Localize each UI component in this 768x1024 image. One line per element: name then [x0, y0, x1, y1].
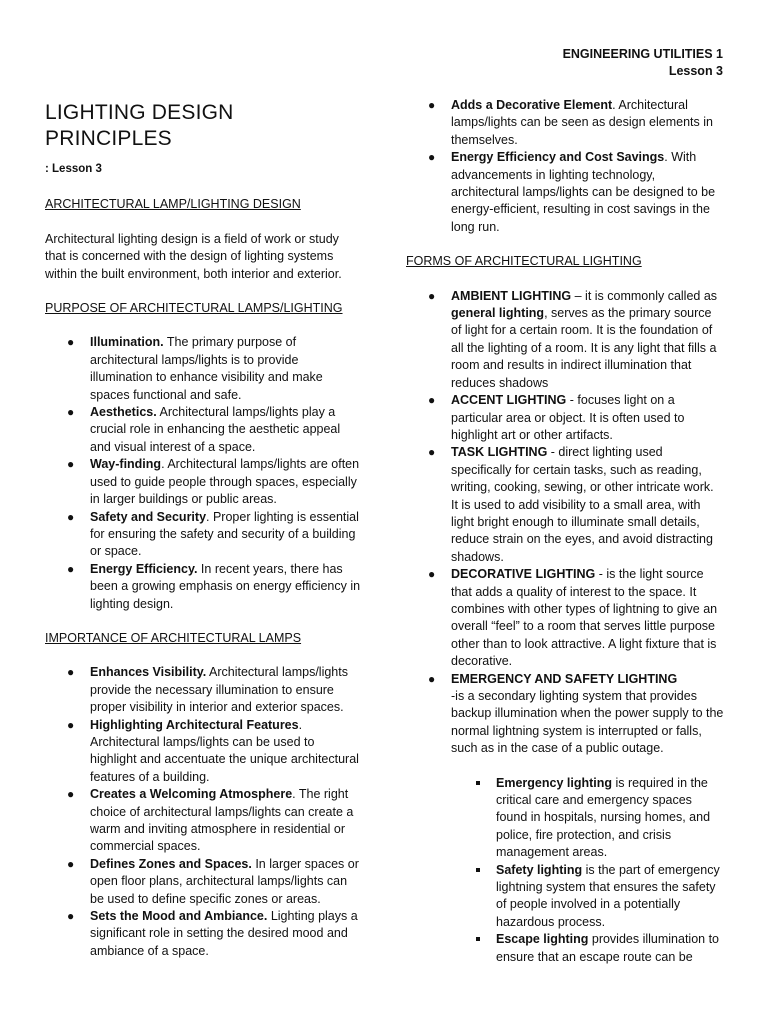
bullet-icon: ●: [67, 335, 75, 350]
item-text: . The right choice of architectural lamps/lights can create a warm and inviting atmosphere in residential or commercial spaces.: [90, 787, 354, 854]
document-subtitle: : Lesson 3: [45, 163, 102, 175]
item-term: Creates a Welcoming Atmosphere: [90, 787, 293, 802]
section-heading-forms: FORMS OF ARCHITECTURAL LIGHTING: [406, 254, 642, 269]
bullet-icon: ●: [67, 561, 75, 576]
bullet-icon: ●: [67, 787, 75, 802]
item-term: Energy Efficiency.: [90, 561, 198, 576]
purpose-list: [45, 334, 363, 613]
lighting-design-definition: Architectural lighting design is a field of work or study that is concerned with the design of lighting systems within the built environment, both interior and exterior.: [45, 231, 342, 281]
item-text: . Proper lighting is essential for ensuring the safety and security of a building or space.: [90, 509, 359, 559]
item-text: . Architectural lamps/lights can be seen as design elements in themselves.: [451, 98, 713, 147]
list-item: [45, 664, 363, 716]
list-item: [406, 775, 724, 862]
list-item: [406, 671, 724, 758]
bullet-icon: ●: [428, 98, 436, 112]
document-title: LIGHTING DESIGN PRINCIPLES: [45, 101, 234, 150]
item-text: provides illumination to ensure that an escape route can be: [496, 932, 720, 964]
item-term: TASK LIGHTING: [451, 445, 548, 460]
forms-list: [406, 288, 724, 758]
list-item: [406, 97, 724, 149]
course-title: ENGINEERING UTILITIES 1: [562, 47, 723, 61]
bullet-icon: ●: [428, 445, 436, 460]
item-text: - direct lighting used specifically for certain tasks, such as reading, writing, cooking, sewing, or other intricate work. It is used to add visibility to a small area, with light bright enough to illuminate small details, reduce strain on the eyes, and avoid distracting shadows.: [451, 445, 714, 564]
item-term: Safety and Security: [90, 509, 207, 524]
list-item: [45, 456, 363, 508]
lesson-number: Lesson 3: [668, 64, 723, 78]
list-item: [45, 334, 363, 404]
bullet-icon: ●: [67, 909, 75, 924]
item-text: is the part of emergency lightning system that ensures the safety of people involved in a potentially hazardous process.: [496, 862, 720, 929]
bullet-icon: ●: [428, 288, 436, 303]
bullet-icon: ●: [67, 509, 75, 524]
list-item: [406, 288, 724, 392]
item-text: . With advancements in lighting technology, architectural lamps/lights can be designed to be energy-efficient, resulting in cost savings in the long run.: [451, 150, 716, 234]
list-item: [406, 149, 724, 236]
page-header: [563, 46, 723, 80]
section-heading-importance: IMPORTANCE OF ARCHITECTURAL LAMPS: [45, 630, 302, 645]
item-term: Defines Zones and Spaces.: [90, 856, 252, 871]
bullet-icon: ●: [428, 393, 436, 408]
list-item: [45, 856, 363, 908]
list-item: [45, 404, 363, 456]
item-term: AMBIENT LIGHTING: [451, 288, 572, 303]
square-bullet-icon: [476, 781, 480, 785]
item-term: Safety lighting: [496, 862, 583, 877]
list-item: [45, 908, 363, 960]
list-item: [45, 509, 363, 561]
item-text: - is the light source that adds a quality of interest to the space. It combines with other types of lightning to give an overall “feel” to a room that serves little purpose other than to look attractive. A light fixture that is decorative.: [451, 567, 718, 669]
bullet-icon: ●: [67, 856, 75, 871]
bullet-icon: ●: [428, 671, 436, 686]
importance-list: [45, 664, 363, 960]
item-term-secondary: general lighting: [451, 306, 545, 321]
item-term: Sets the Mood and Ambiance.: [90, 909, 268, 924]
list-item: [406, 862, 724, 932]
item-term: Illumination.: [90, 335, 164, 350]
bullet-icon: ●: [67, 665, 75, 680]
list-item: [406, 931, 724, 966]
item-text: The primary purpose of architectural lamps/lights is to provide illumination to enhance visibility and make spaces functional and safe.: [90, 335, 323, 402]
item-text: -is a secondary lighting system that provides backup illumination when the power supply to the normal lightning system is interrupted or falls, such as in the case of a public outage.: [451, 689, 724, 756]
item-text: In larger spaces or open floor plans, architectural lamps/lights can be used to define specific zones or areas.: [90, 856, 359, 906]
item-text: Lighting plays a significant role in setting the desired mood and ambiance of a space.: [90, 909, 358, 958]
item-text: is required in the critical care and emergency spaces found in hospitals, nursing homes, and police, fire protection, and crisis management areas.: [496, 775, 711, 860]
item-term: ACCENT LIGHTING: [451, 393, 567, 408]
item-text: Architectural lamps/lights provide the necessary illumination to ensure proper visibility in interior and exterior spaces.: [90, 665, 348, 715]
bullet-icon: ●: [67, 717, 75, 732]
item-term: Highlighting Architectural Features: [90, 717, 299, 732]
list-item: [406, 444, 724, 566]
list-item: [45, 717, 363, 787]
item-text: – it is commonly called as: [571, 288, 718, 303]
importance-list-continued: [406, 97, 724, 236]
bullet-icon: ●: [428, 150, 436, 165]
item-term: Emergency lighting: [496, 775, 612, 790]
emergency-sub-list: [406, 775, 724, 966]
left-column: [45, 100, 363, 977]
item-term: Enhances Visibility.: [90, 665, 207, 680]
item-term: Adds a Decorative Element: [451, 98, 613, 112]
section-heading-lighting-design: ARCHITECTURAL LAMP/LIGHTING DESIGN: [45, 197, 301, 212]
item-term: DECORATIVE LIGHTING: [451, 567, 596, 582]
item-term: Aesthetics.: [90, 405, 157, 420]
item-term: EMERGENCY AND SAFETY LIGHTING: [451, 671, 678, 686]
item-text: - focuses light on a particular area or object. It is often used to highlight art or other artifacts.: [451, 393, 685, 442]
section-heading-purpose: PURPOSE OF ARCHITECTURAL LAMPS/LIGHTING: [45, 301, 343, 316]
item-term: Energy Efficiency and Cost Savings: [451, 150, 665, 165]
bullet-icon: ●: [428, 567, 436, 582]
list-item: [406, 392, 724, 444]
item-text: In recent years, there has been a growing emphasis on energy efficiency in lighting design.: [90, 561, 361, 611]
square-bullet-icon: [476, 937, 480, 941]
item-text: . Architectural lamps/lights are often used to guide people through spaces, especially in larger buildings or public areas.: [90, 457, 360, 507]
item-text: Architectural lamps/lights play a crucial role in enhancing the aesthetic appeal and visual interest of a space.: [90, 405, 341, 454]
bullet-icon: ●: [67, 457, 75, 472]
square-bullet-icon: [476, 868, 480, 872]
bullet-icon: ●: [67, 405, 75, 420]
right-column: [406, 97, 724, 966]
item-text: , serves as the primary source of light for a certain room. It is the foundation of all the lighting of a room. It is any light that fills a room and results in indirect illumination that reduces shadows: [451, 306, 717, 390]
list-item: [45, 561, 363, 613]
item-text: . Architectural lamps/lights can be used to highlight and accentuate the unique architectural features of a building.: [90, 717, 359, 784]
item-term: Escape lighting: [496, 932, 589, 947]
list-item: [45, 786, 363, 856]
item-term: Way-finding: [90, 457, 162, 472]
list-item: [406, 566, 724, 670]
